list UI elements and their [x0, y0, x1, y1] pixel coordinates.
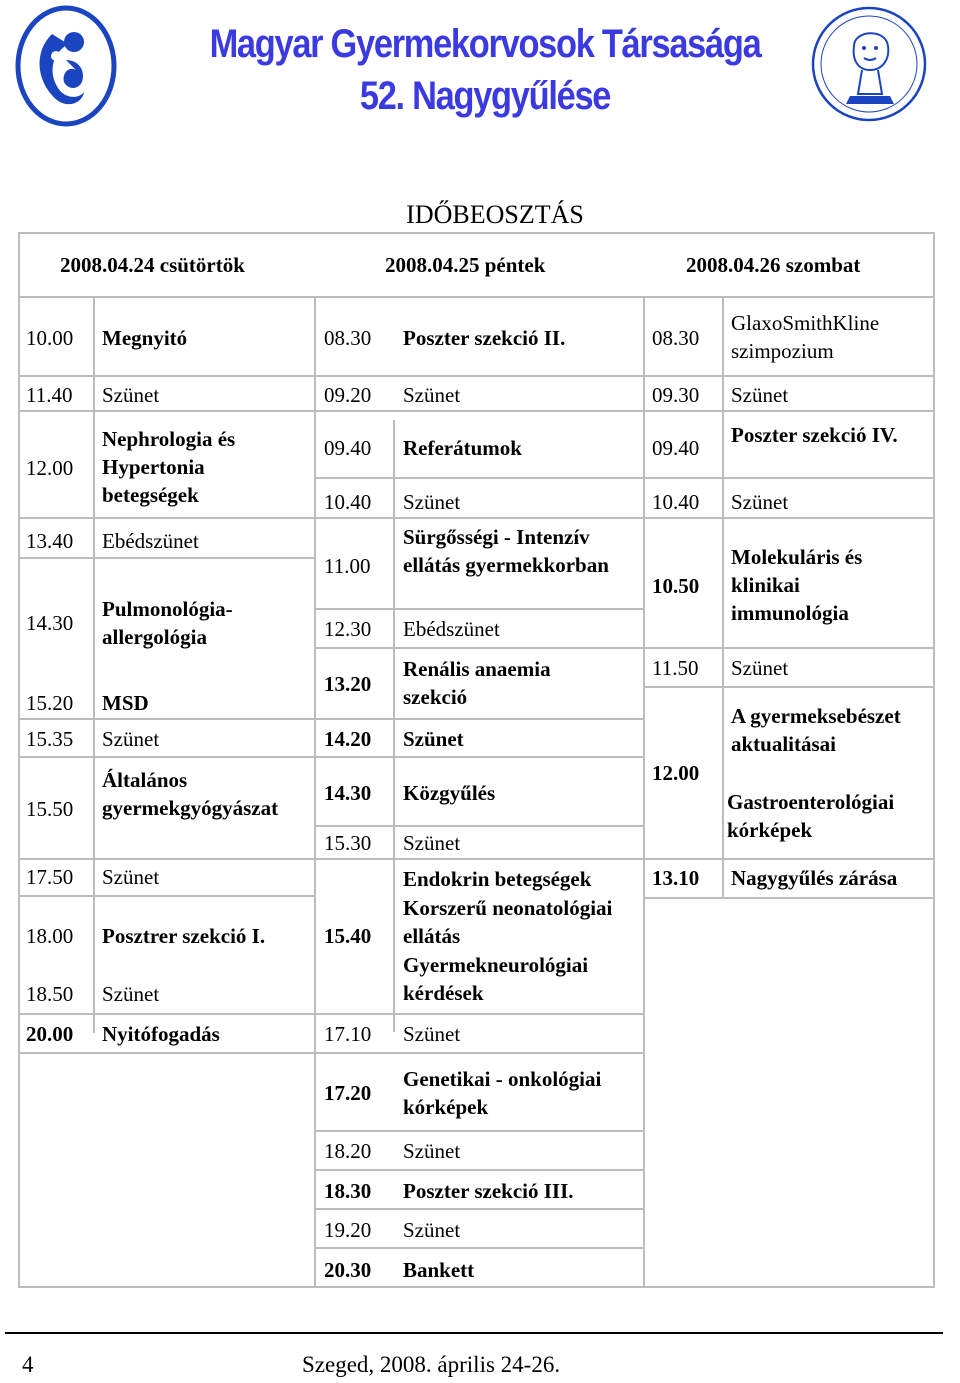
thu-time: 11.40 [26, 383, 73, 407]
thu-time: 15.50 [26, 797, 74, 821]
date-friday: 2008.04.25 péntek [385, 253, 546, 277]
row-divider [314, 718, 643, 720]
thu-event: Pulmonológia-allergológia [102, 597, 233, 649]
thu-time: 15.20 [26, 691, 74, 715]
row-divider [643, 375, 935, 377]
footer-rule [5, 1332, 943, 1334]
row-divider [314, 477, 643, 479]
column-divider [393, 420, 395, 1032]
fri-time: 15.30 [324, 831, 372, 855]
row-divider [18, 895, 314, 897]
fri-time: 17.20 [324, 1081, 372, 1105]
title-line2: 52. Nagygyűlése [359, 74, 611, 118]
thu-time: 18.00 [26, 924, 74, 948]
fri-event: Szünet [403, 490, 461, 514]
thu-time: 13.40 [26, 529, 74, 553]
row-divider [18, 517, 314, 519]
thu-event: Szünet [102, 383, 160, 407]
column-divider [314, 298, 316, 1288]
row-divider [18, 718, 314, 720]
thu-event: Általános gyermekgyógyászat [102, 768, 279, 820]
sat-event: Poszter szekció IV. [731, 423, 898, 447]
row-divider [314, 825, 643, 827]
column-divider [722, 298, 724, 898]
row-divider [314, 1169, 643, 1171]
fri-time: 09.20 [324, 383, 372, 407]
thu-time: 14.30 [26, 611, 74, 635]
row-divider [314, 858, 643, 860]
thu-time: 12.00 [26, 456, 74, 480]
row-divider [314, 375, 643, 377]
thu-time: 15.35 [26, 727, 74, 751]
fri-event: Genetikai - onkológiai kórképek [403, 1067, 602, 1119]
row-divider [643, 858, 935, 860]
row-divider [314, 608, 643, 610]
row-divider [643, 477, 935, 479]
clinic-logo [806, 4, 932, 124]
sat-time: 13.10 [652, 866, 700, 890]
row-divider [18, 375, 314, 377]
conference-title [140, 18, 830, 122]
sat-time: 11.50 [652, 656, 699, 680]
fri-time: 14.20 [324, 727, 372, 751]
thu-time: 18.50 [26, 982, 74, 1006]
sat-event: Nagygyűlés zárása [731, 866, 898, 890]
fri-time: 18.20 [324, 1139, 372, 1163]
fri-time: 09.40 [324, 436, 372, 460]
thu-event: MSD [102, 691, 149, 715]
fri-time: 20.30 [324, 1258, 372, 1282]
thu-event: Ebédszünet [102, 529, 199, 553]
column-divider [93, 298, 95, 1033]
row-divider [643, 647, 935, 649]
fri-event: Sürgősségi - Intenzív ellátás gyermekkorban [403, 525, 609, 577]
thu-event: Nyitófogadás [102, 1022, 220, 1046]
fri-event: Szünet [403, 727, 464, 751]
thu-event: Szünet [102, 727, 160, 751]
thu-event: Nephrologia és Hypertonia betegségek [102, 427, 236, 507]
society-logo [12, 4, 120, 128]
row-divider [643, 686, 935, 688]
row-divider [314, 756, 643, 758]
row-divider [18, 557, 314, 559]
fri-event: Szünet [403, 383, 461, 407]
row-divider [314, 1130, 643, 1132]
row-divider [314, 410, 643, 412]
fri-time: 10.40 [324, 490, 372, 514]
row-divider [18, 1052, 314, 1054]
fri-event: Szünet [403, 831, 461, 855]
sat-time: 10.50 [652, 574, 700, 598]
fri-event: Szünet [403, 1218, 461, 1242]
fri-time: 18.30 [324, 1179, 372, 1203]
footer-place-date: Szeged, 2008. április 24-26. [302, 1352, 561, 1377]
sat-time: 08.30 [652, 326, 700, 350]
row-divider [18, 1013, 314, 1015]
thu-time: 20.00 [26, 1022, 74, 1046]
thu-event: Szünet [102, 865, 160, 889]
fri-event: Poszter szekció II. [403, 326, 566, 350]
row-divider [18, 756, 314, 758]
fri-event: Közgyűlés [403, 781, 496, 805]
fri-event: Korszerű neonatológiai ellátás [403, 896, 613, 948]
fri-event: Szünet [403, 1139, 461, 1163]
row-divider [643, 897, 935, 899]
sat-time: 12.00 [652, 761, 700, 785]
row-divider [314, 1247, 643, 1249]
thu-event: Szünet [102, 982, 160, 1006]
row-divider [18, 858, 314, 860]
fri-time: 15.40 [324, 924, 372, 948]
fri-time: 19.20 [324, 1218, 372, 1242]
thu-time: 10.00 [26, 326, 74, 350]
fri-event: Szünet [403, 1022, 461, 1046]
row-divider [643, 410, 935, 412]
fri-event: Ebédszünet [403, 617, 500, 641]
fri-event: Referátumok [403, 436, 522, 460]
sat-event: Szünet [731, 383, 789, 407]
sat-event: GlaxoSmithKline szimpozium [731, 311, 880, 363]
schedule-title: IDŐBEOSZTÁS [406, 200, 584, 229]
row-divider [314, 1208, 643, 1210]
fri-event: Renális anaemia szekció [403, 657, 551, 709]
fri-time: 12.30 [324, 617, 372, 641]
row-divider [314, 1052, 643, 1054]
title-line1: Magyar Gyermekorvosok Társasága [209, 22, 761, 66]
fri-time: 08.30 [324, 326, 372, 350]
row-divider [18, 410, 314, 412]
fri-event: Bankett [403, 1258, 475, 1282]
thu-event: Posztrer szekció I. [102, 924, 266, 948]
row-divider [314, 1013, 643, 1015]
fri-time: 11.00 [324, 554, 371, 578]
page-number: 4 [22, 1352, 34, 1377]
sat-event: Molekuláris és klinikai immunológia [731, 545, 863, 625]
thu-time: 17.50 [26, 865, 74, 889]
sat-time: 09.40 [652, 436, 700, 460]
sat-time: 10.40 [652, 490, 700, 514]
thu-event: Megnyitó [102, 326, 188, 350]
fri-event: Gyermekneurológiai kérdések [403, 953, 589, 1005]
sat-event: Szünet [731, 656, 789, 680]
date-saturday: 2008.04.26 szombat [686, 253, 861, 277]
row-divider [314, 647, 643, 649]
fri-event: Endokrin betegségek [403, 867, 592, 891]
row-divider [314, 517, 643, 519]
fri-time: 13.20 [324, 672, 372, 696]
fri-event: Poszter szekció III. [403, 1179, 574, 1203]
sat-event: Szünet [731, 490, 789, 514]
sat-event: A gyermeksebészet aktualitásai [731, 704, 901, 756]
sat-time: 09.30 [652, 383, 700, 407]
fri-time: 14.30 [324, 781, 372, 805]
date-thursday: 2008.04.24 csütörtök [60, 253, 245, 277]
column-divider [643, 298, 645, 1288]
sat-event: Gastroenterológiai kórképek [727, 790, 895, 842]
fri-time: 17.10 [324, 1022, 372, 1046]
row-divider [643, 517, 935, 519]
